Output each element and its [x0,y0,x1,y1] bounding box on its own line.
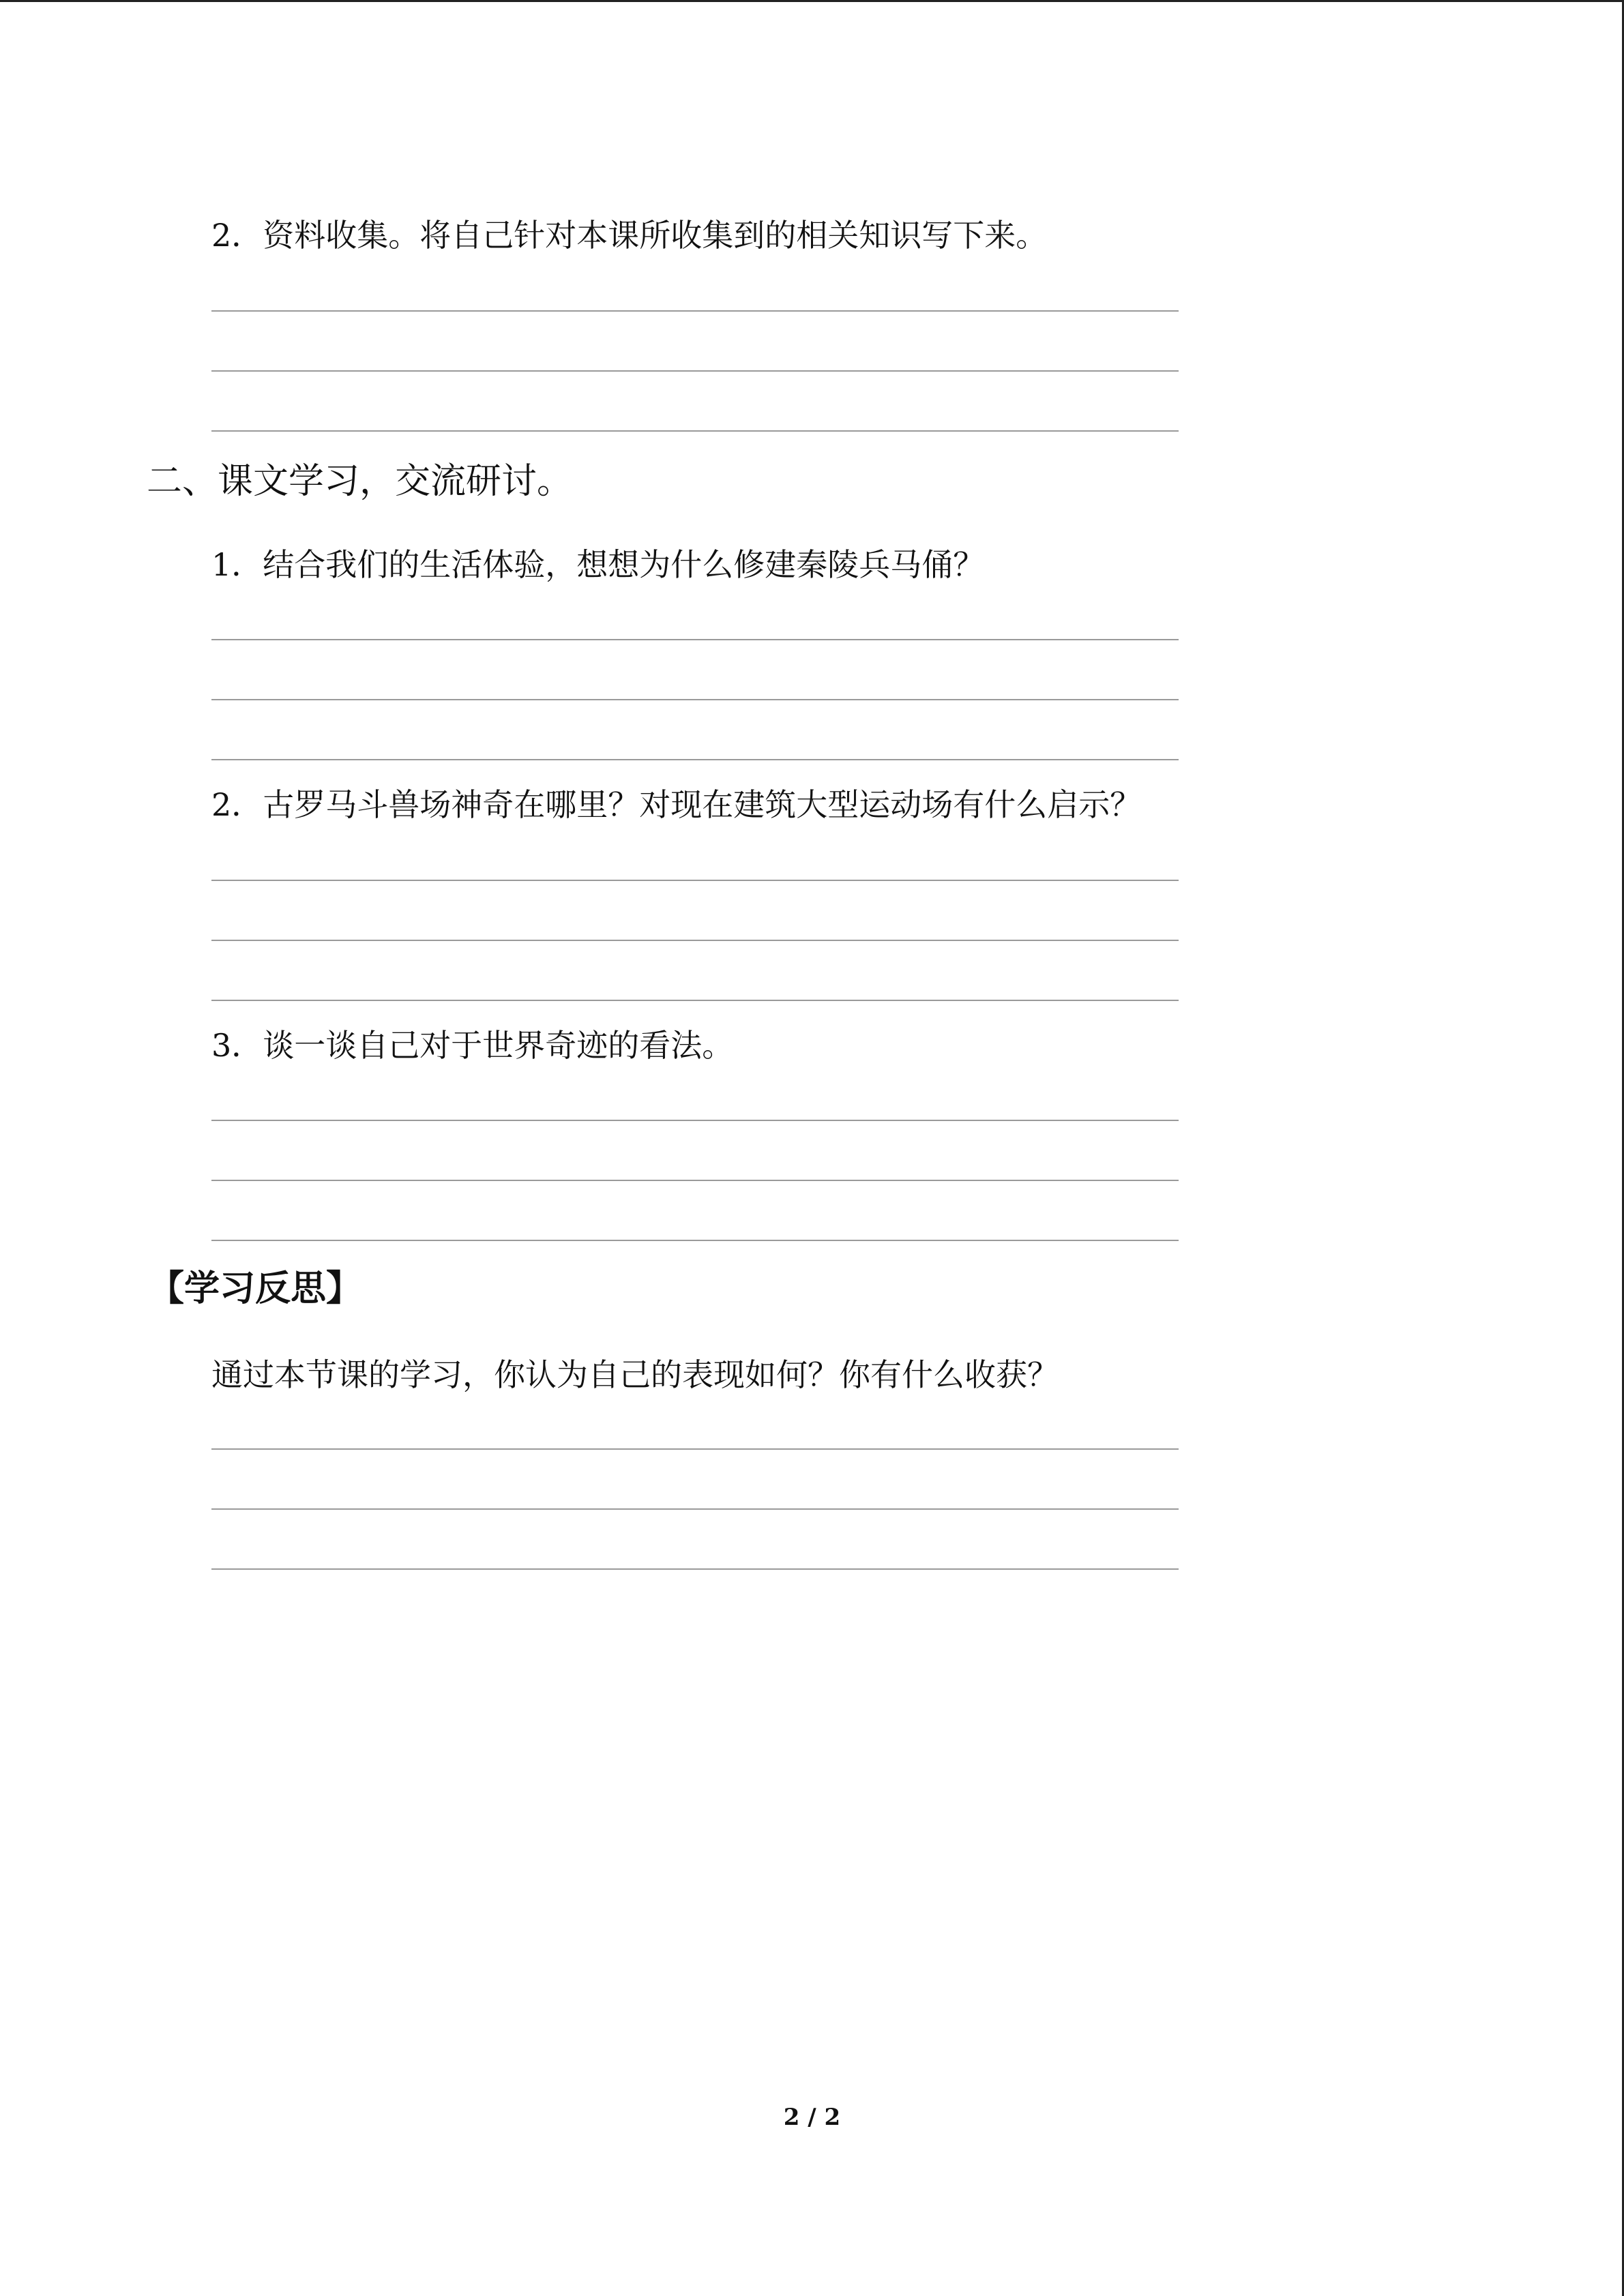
section-heading-text-study: 二、课文学习，交流研讨。 [147,461,573,502]
answer-line[interactable] [211,759,1179,760]
answer-line[interactable] [211,370,1179,372]
answer-line[interactable] [211,430,1179,432]
page-border-top [0,0,1624,2]
answer-line[interactable] [211,1120,1179,1121]
answer-line[interactable] [211,1568,1179,1570]
answer-line[interactable] [211,1240,1179,1241]
question-colosseum: 2．古罗马斗兽场神奇在哪里？对现在建筑大型运动场有什么启示？ [211,786,1142,823]
reflection-prompt: 通过本节课的学习，你认为自己的表现如何？你有什么收获？ [211,1356,1059,1393]
answer-line[interactable] [211,1180,1179,1181]
answer-line[interactable] [211,699,1179,700]
answer-line[interactable] [211,1448,1179,1450]
reflection-heading: 【学习反思】 [149,1268,362,1309]
answer-line[interactable] [211,310,1179,312]
answer-line[interactable] [211,639,1179,640]
answer-line[interactable] [211,940,1179,941]
answer-line[interactable] [211,1000,1179,1001]
answer-line[interactable] [211,1508,1179,1510]
page-number: 2 / 2 [783,2104,841,2131]
question-world-wonders: 3．谈一谈自己对于世界奇迹的看法。 [211,1027,734,1064]
answer-line[interactable] [211,880,1179,881]
question-collect-materials: 2．资料收集。将自己针对本课所收集到的相关知识写下来。 [211,217,1048,254]
question-terracotta-army: 1．结合我们的生活体验，想想为什么修建秦陵兵马俑？ [211,546,985,583]
